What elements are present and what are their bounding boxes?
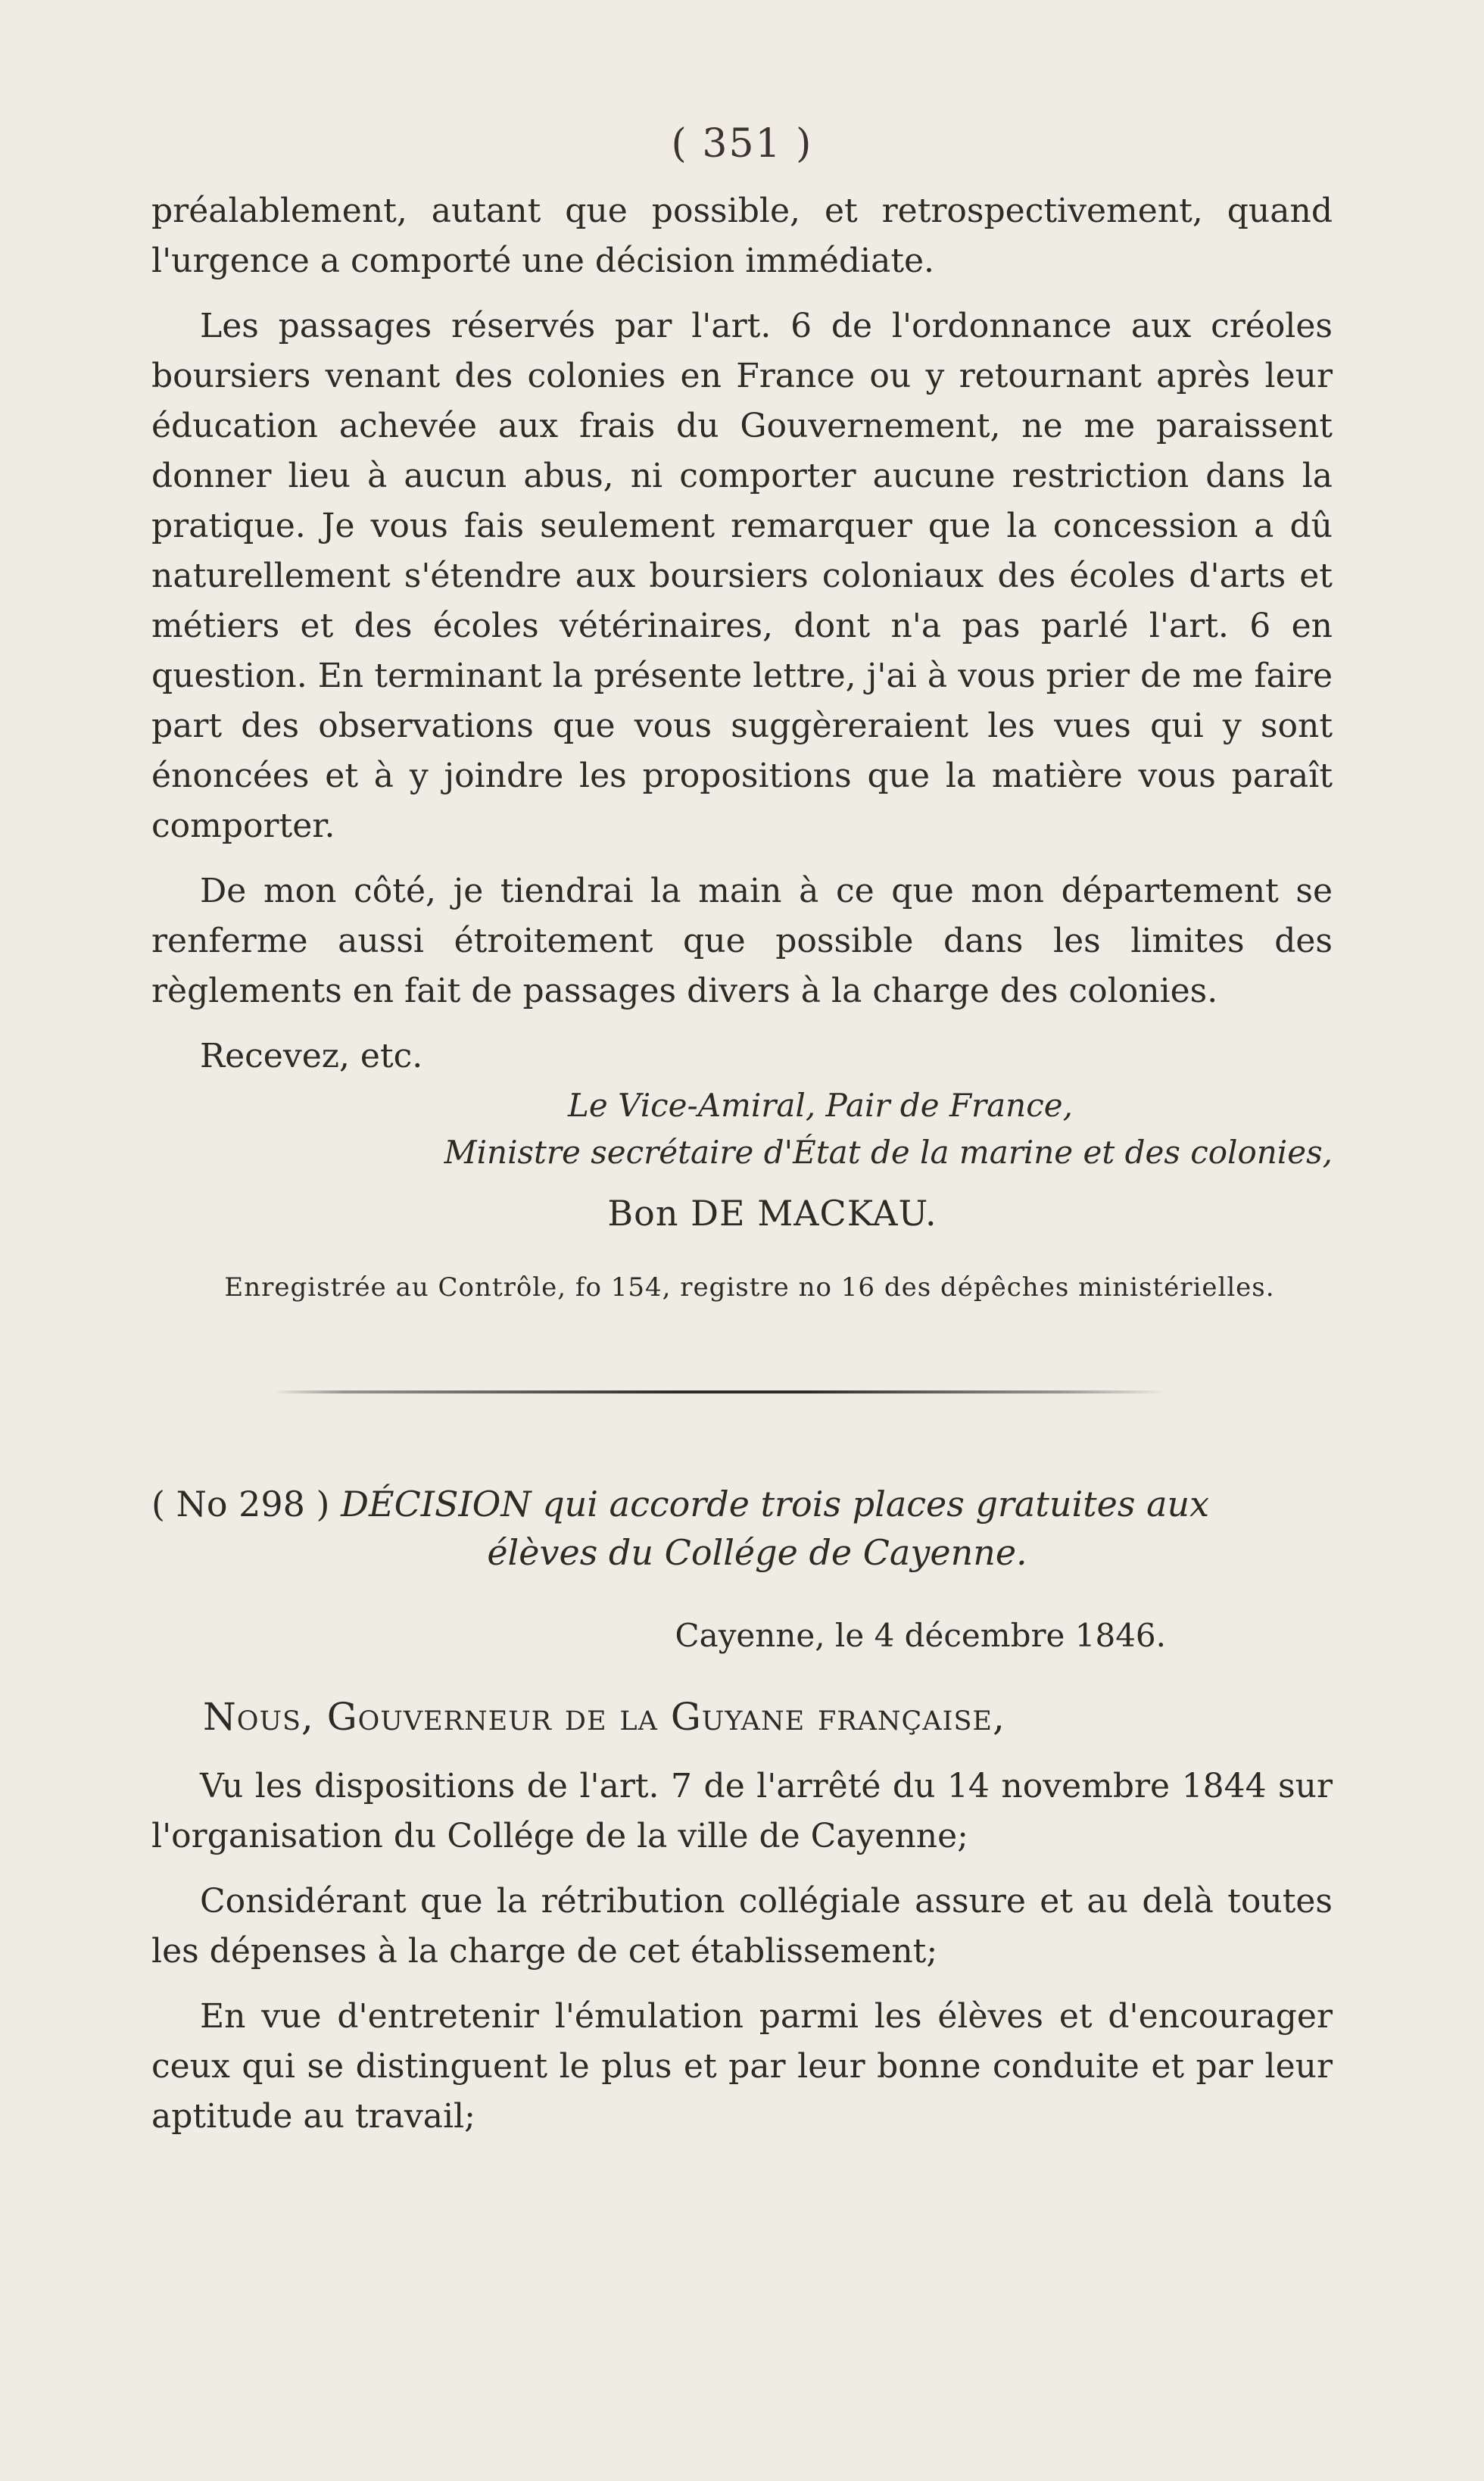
decision-preamble <box>203 1690 1005 1743</box>
decision-preamble-text: Nous, Gouverneur de la Guyane française, <box>203 1695 1005 1739</box>
signature-ministry-line: Ministre secrétaire d'État de la marine et des colonies, <box>444 1134 1333 1171</box>
letter-paragraph: De mon côté, je tiendrai la main à ce que mon département se renferme aussi étroitement que possible dans les limites des règlements en fait de passages divers à la charge des colonies. <box>151 872 1333 1010</box>
decision-title-continued: élèves du Collége de Cayenne. <box>487 1532 1027 1573</box>
letter-closing: Recevez, etc. <box>200 1037 423 1075</box>
decision-heading <box>151 1480 1333 1577</box>
letter-body <box>151 186 1333 1097</box>
signature-title-line: Le Vice-Amiral, Pair de France, <box>568 1087 1073 1124</box>
page-number: ( 351 ) <box>671 121 813 167</box>
decision-body <box>151 1762 1333 2157</box>
decision-paragraph: En vue d'entretenir l'émulation parmi les élèves et d'encourager ceux qui se distinguent le plus et par leur bonne conduite et par leur aptitude au travail; <box>151 1997 1333 2136</box>
letter-paragraph: préalablement, autant que possible, et retrospectivement, quand l'urgence a comporté une décision immédiate. <box>151 192 1333 280</box>
decision-dateline: Cayenne, le 4 décembre 1846. <box>675 1617 1166 1654</box>
section-divider <box>273 1390 1166 1393</box>
decision-number: ( No 298 ) <box>151 1484 330 1524</box>
decision-paragraph: Vu les dispositions de l'art. 7 de l'arrêté du 14 novembre 1844 sur l'organisation du Collége de la ville de Cayenne; <box>151 1767 1333 1855</box>
decision-paragraph: Considérant que la rétribution collégiale assure et au delà toutes les dépenses à la charge de cet établissement; <box>151 1882 1333 1971</box>
registration-note: Enregistrée au Contrôle, fo 154, registre no 16 des dépêches ministérielles. <box>224 1272 1275 1303</box>
letter-paragraph: Les passages réservés par l'art. 6 de l'ordonnance aux créoles boursiers venant des colonies en France ou y retournant après leur éducation achevée aux frais du Gouvernement, ne me paraissent donner lieu à aucun abus, ni comporter aucune restriction dans la pratique. Je vous fais seulement remarquer que la concession a dû naturellement s'étendre aux boursiers coloniaux des écoles d'arts et métiers et des écoles vétérinaires, dont n'a pas parlé l'art. 6 en question. En terminant la présente lettre, j'ai à vous prier de me faire part des observations que vous suggèreraient les vues qui y sont énoncées et à y joindre les propositions que la matière vous paraît comporter. <box>151 307 1333 845</box>
decision-title: DÉCISION qui accorde trois places gratuites aux <box>341 1484 1210 1524</box>
signer-name: Bon DE MACKAU. <box>607 1193 937 1234</box>
